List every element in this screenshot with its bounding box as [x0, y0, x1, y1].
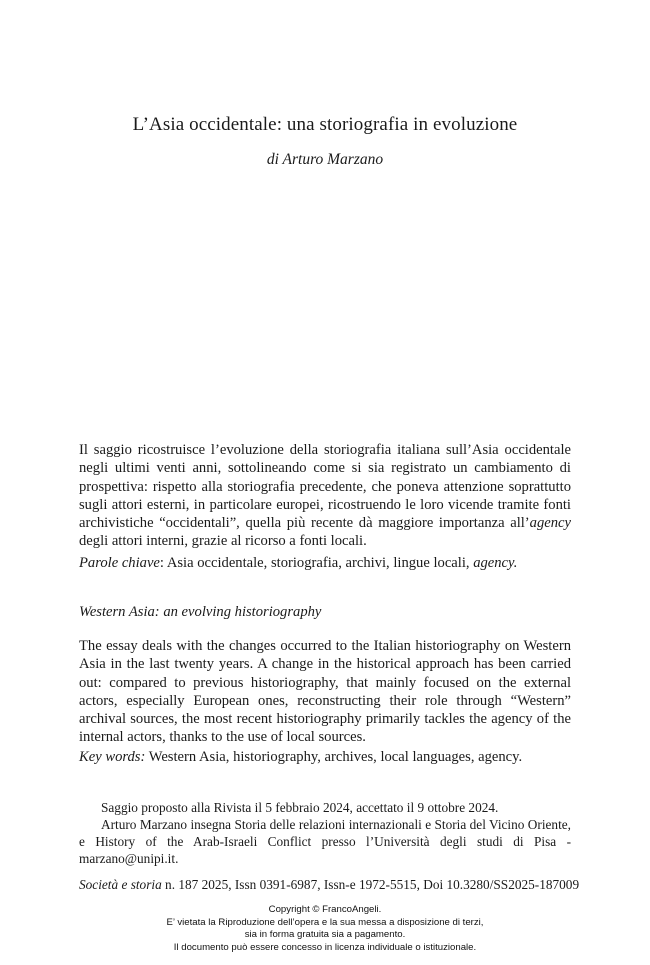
article-title: L’Asia occidentale: una storiografia in evoluzione [132, 114, 518, 135]
abstract-italian-text-1: Il saggio ricostruisce l’evoluzione della storiografia italiana sull’Asia occidentale negli ultimi venti anni, sottolineando come si sia registrato un cambiamento di prospettiva: rispetto alla storiografia precedente, che poneva attenzione soprattutto sugli attori esterni, in particolare europei, ricostruendo le loro vicende tramite fonti archivistiche “occidentali”, quella più recente dà maggiore importanza all’ [79, 442, 571, 532]
keywords-italian-text: : Asia occidentale, storiografia, archivi, lingue locali, [159, 555, 474, 571]
copyright-line-4: Il documento può essere concesso in licenza individuale o istituzionale. [173, 941, 477, 953]
article-author: di Arturo Marzano [266, 151, 384, 168]
copyright-line-3: sia in forma gratuita sia a pagamento. [244, 929, 406, 940]
abstract-italian [79, 441, 571, 551]
author-bio: Arturo Marzano insegna Storia delle relazioni internazionali e Storia del Vicino Oriente, e History of the Arab-Israeli Conflict presso l’Università degli studi di Pisa - marzano@unipi.it. [79, 817, 571, 866]
keywords-italian [79, 554, 571, 572]
citation-details: n. 187 2025, Issn 0391-6987, Issn-e 1972-5515, Doi 10.3280/SS2025-187009 [161, 877, 580, 892]
article-notes [79, 799, 571, 867]
english-title: Western Asia: an evolving historiography [79, 604, 322, 620]
copyright-line-2: E’ vietata la Riproduzione dell’opera e la sua messa a disposizione di terzi, [166, 916, 484, 928]
keywords-english-text: Western Asia, historiography, archives, local languages, agency. [145, 749, 523, 765]
journal-name: Società e storia [79, 877, 162, 892]
keywords-italian-agency: agency. [473, 555, 518, 571]
keywords-english-label: Key words: [79, 749, 146, 765]
copyright-line-1: Copyright © FrancoAngeli. [268, 904, 382, 915]
abstract-italian-agency: agency [529, 515, 571, 532]
journal-citation [79, 877, 579, 893]
keywords-english [79, 748, 571, 766]
keywords-italian-label: Parole chiave [79, 555, 160, 571]
abstract-english: The essay deals with the changes occurred to the Italian historiography on Western Asia in the last twenty years. A change in the historical approach has been carried out: compared to previous historiography, that mainly focused on the external actors, especially European ones, reconstructing their role through “Western” archival sources, the most recent historiography primarily tackles the agency of the internal actors, thanks to the use of local sources. [79, 638, 571, 746]
abstract-italian-text-2: degli attori interni, grazie al ricorso a fonti locali. [79, 533, 367, 550]
copyright-notice [0, 904, 650, 954]
submission-note: Saggio proposto alla Rivista il 5 febbraio 2024, accettato il 9 ottobre 2024. [101, 800, 499, 815]
